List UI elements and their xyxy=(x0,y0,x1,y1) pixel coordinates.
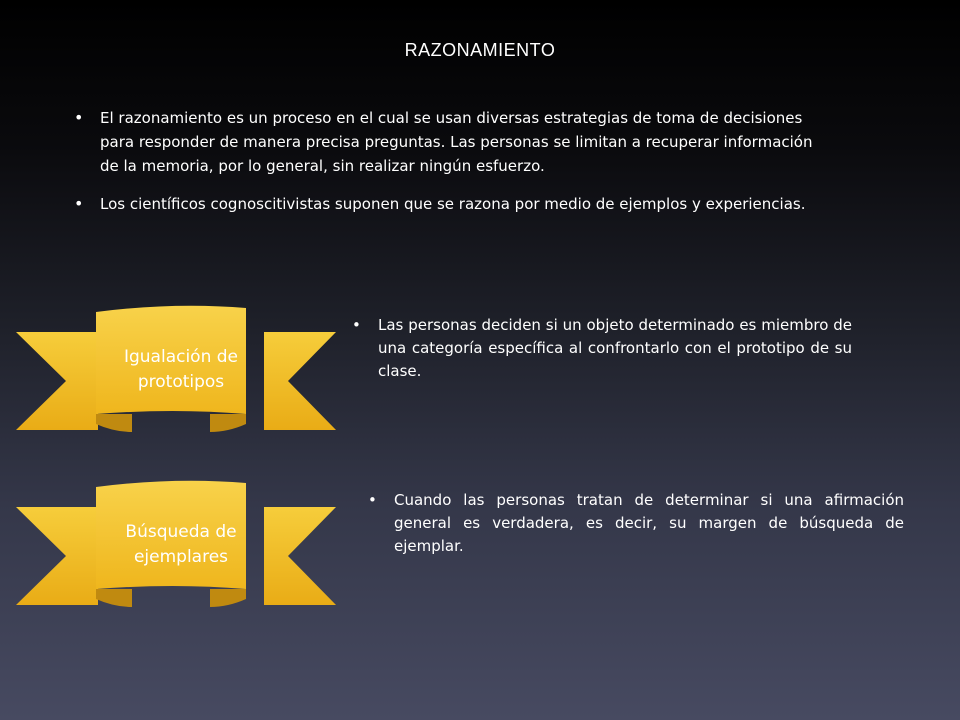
ribbon-prototipos xyxy=(14,302,338,436)
concept-description: • Cuando las personas tratan de determinar si una afirmación general es verdadera, es decir, su margen de búsqueda de ejemplar. xyxy=(368,489,904,558)
ribbon-ejemplares xyxy=(14,477,338,611)
ribbon-label: Igualación de prototipos xyxy=(123,347,239,392)
intro-bullet: • El razonamiento es un proceso en el cual se usan diversas estrategias de toma de decisiones para responder de manera precisa preguntas. Las personas se limitan a recuperar información de la memoria, por lo general, sin realizar ningún esfuerzo. xyxy=(74,106,814,178)
ribbon-label: Búsqueda de ejemplares xyxy=(125,522,237,567)
concept-description-list xyxy=(352,314,852,383)
slide-title: RAZONAMIENTO xyxy=(404,40,556,60)
intro-bullet: • Los científicos cognoscitivistas suponen que se razona por medio de ejemplos y experiencias. xyxy=(74,192,814,216)
concept-description: • Las personas deciden si un objeto determinado es miembro de una categoría específica al confrontarlo con el prototipo de su clase. xyxy=(352,314,852,383)
intro-bullet-list xyxy=(74,106,814,230)
concept-description-list xyxy=(368,489,904,558)
